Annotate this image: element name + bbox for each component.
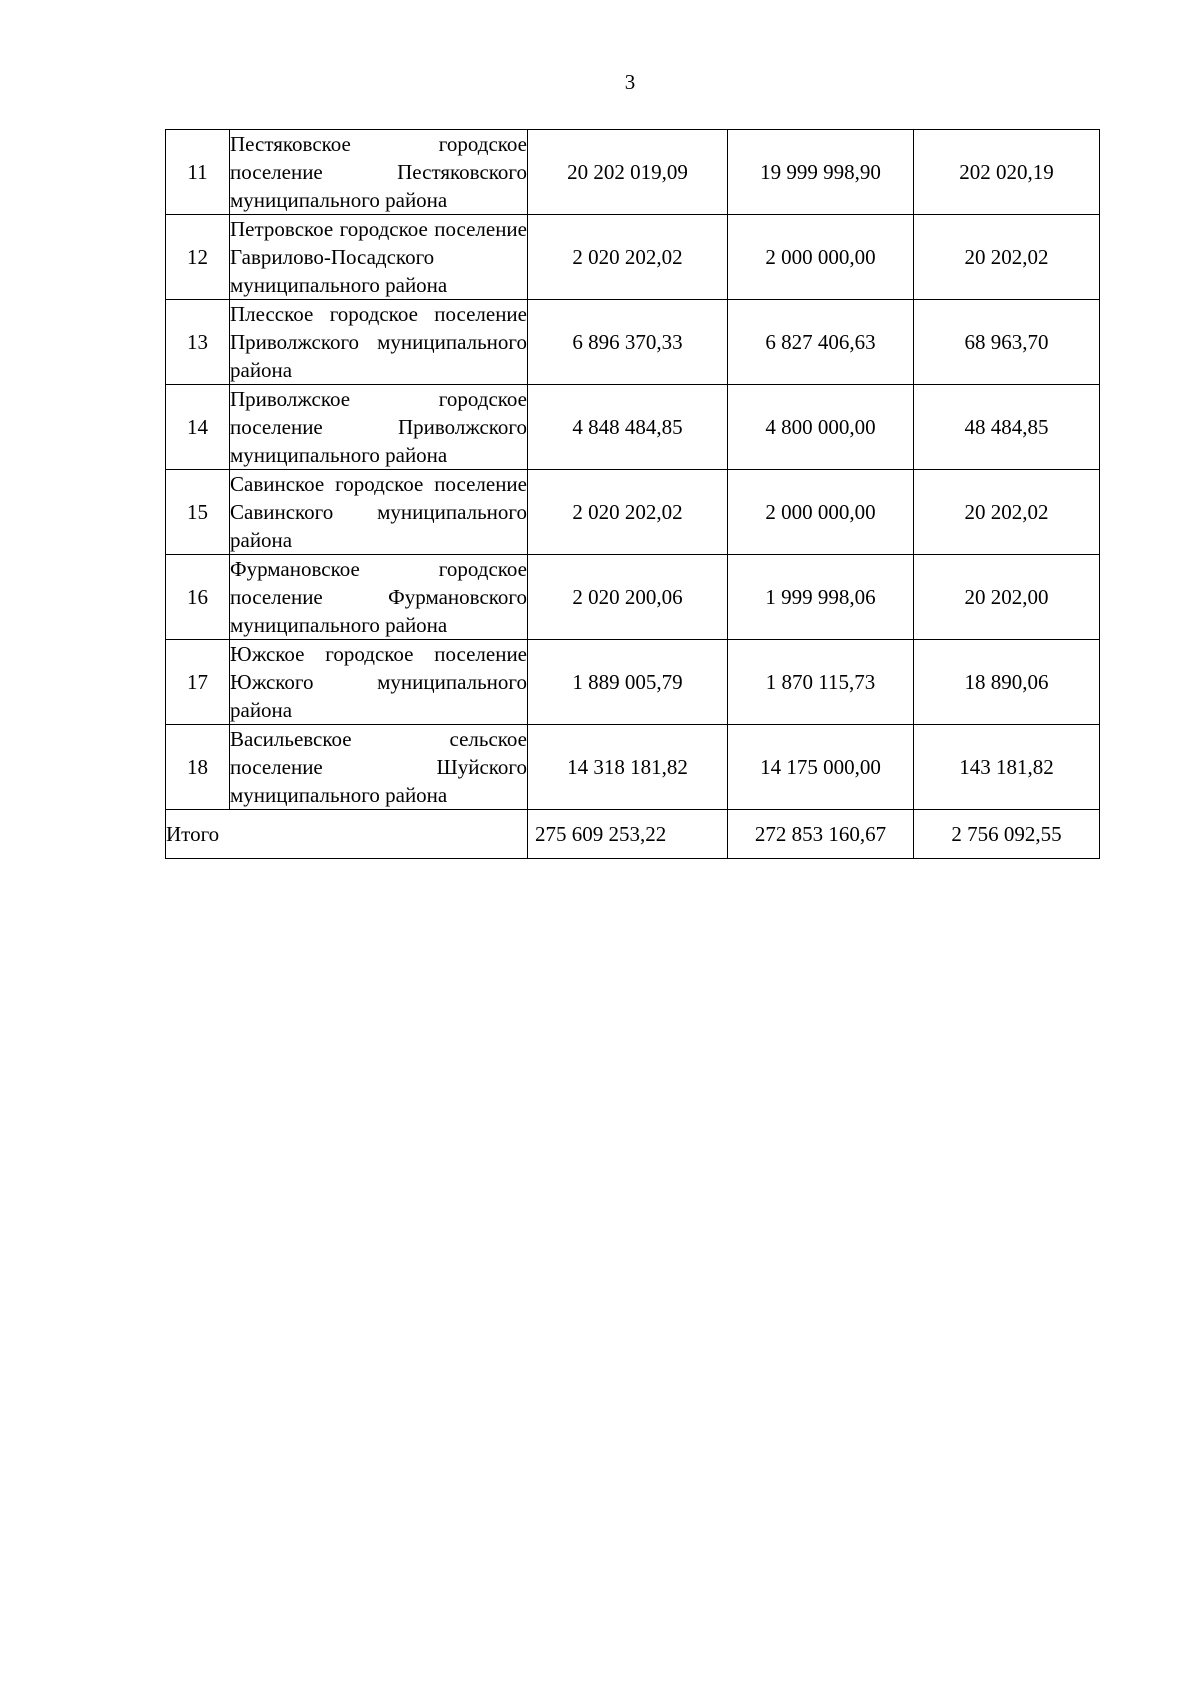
municipal-amount: 48 484,85 — [914, 385, 1100, 470]
table-row — [166, 300, 1100, 385]
regional-amount: 1 999 998,06 — [728, 555, 914, 640]
regional-amount: 2 000 000,00 — [728, 470, 914, 555]
grand-regional-amount: 272 853 160,67 — [728, 810, 914, 859]
total-amount: 20 202 019,09 — [528, 130, 728, 215]
row-number: 17 — [166, 640, 230, 725]
row-number: 18 — [166, 725, 230, 810]
page-number: 3 — [624, 70, 636, 94]
table-row — [166, 470, 1100, 555]
total-amount: 2 020 200,06 — [528, 555, 728, 640]
regional-amount: 6 827 406,63 — [728, 300, 914, 385]
table-row — [166, 640, 1100, 725]
settlement-name: Петровское городское поселение Гаврилово-Посадского муниципального района — [230, 215, 528, 300]
row-number: 15 — [166, 470, 230, 555]
table-row — [166, 385, 1100, 470]
total-amount: 4 848 484,85 — [528, 385, 728, 470]
table-row — [166, 130, 1100, 215]
table-row — [166, 725, 1100, 810]
regional-amount: 1 870 115,73 — [728, 640, 914, 725]
table-row — [166, 215, 1100, 300]
settlement-name: Приволжское городское поселение Приволжского муниципального района — [230, 385, 528, 470]
table-row — [166, 555, 1100, 640]
municipal-amount: 202 020,19 — [914, 130, 1100, 215]
totals-label: Итого — [166, 810, 528, 859]
municipal-amount: 20 202,00 — [914, 555, 1100, 640]
total-amount: 2 020 202,02 — [528, 215, 728, 300]
row-number: 12 — [166, 215, 230, 300]
row-number: 16 — [166, 555, 230, 640]
settlement-name: Фурмановское городское поселение Фурмановского муниципального района — [230, 555, 528, 640]
settlement-name: Савинское городское поселение Савинского муниципального района — [230, 470, 528, 555]
municipal-amount: 20 202,02 — [914, 215, 1100, 300]
row-number: 13 — [166, 300, 230, 385]
regional-amount: 4 800 000,00 — [728, 385, 914, 470]
allocation-table — [165, 129, 1100, 859]
total-amount: 2 020 202,02 — [528, 470, 728, 555]
total-amount: 6 896 370,33 — [528, 300, 728, 385]
municipal-amount: 143 181,82 — [914, 725, 1100, 810]
settlement-name: Южское городское поселение Южского муниципального района — [230, 640, 528, 725]
municipal-amount: 20 202,02 — [914, 470, 1100, 555]
municipal-amount: 18 890,06 — [914, 640, 1100, 725]
regional-amount: 14 175 000,00 — [728, 725, 914, 810]
settlement-name: Васильевское сельское поселение Шуйского муниципального района — [230, 725, 528, 810]
grand-total-amount: 275 609 253,22 — [528, 810, 728, 859]
row-number: 14 — [166, 385, 230, 470]
total-amount: 14 318 181,82 — [528, 725, 728, 810]
total-amount: 1 889 005,79 — [528, 640, 728, 725]
row-number: 11 — [166, 130, 230, 215]
grand-municipal-amount: 2 756 092,55 — [914, 810, 1100, 859]
totals-row — [166, 810, 1100, 859]
regional-amount: 2 000 000,00 — [728, 215, 914, 300]
municipal-amount: 68 963,70 — [914, 300, 1100, 385]
settlement-name: Плесское городское поселение Приволжского муниципального района — [230, 300, 528, 385]
regional-amount: 19 999 998,90 — [728, 130, 914, 215]
settlement-name: Пестяковское городское поселение Пестяковского муниципального района — [230, 130, 528, 215]
